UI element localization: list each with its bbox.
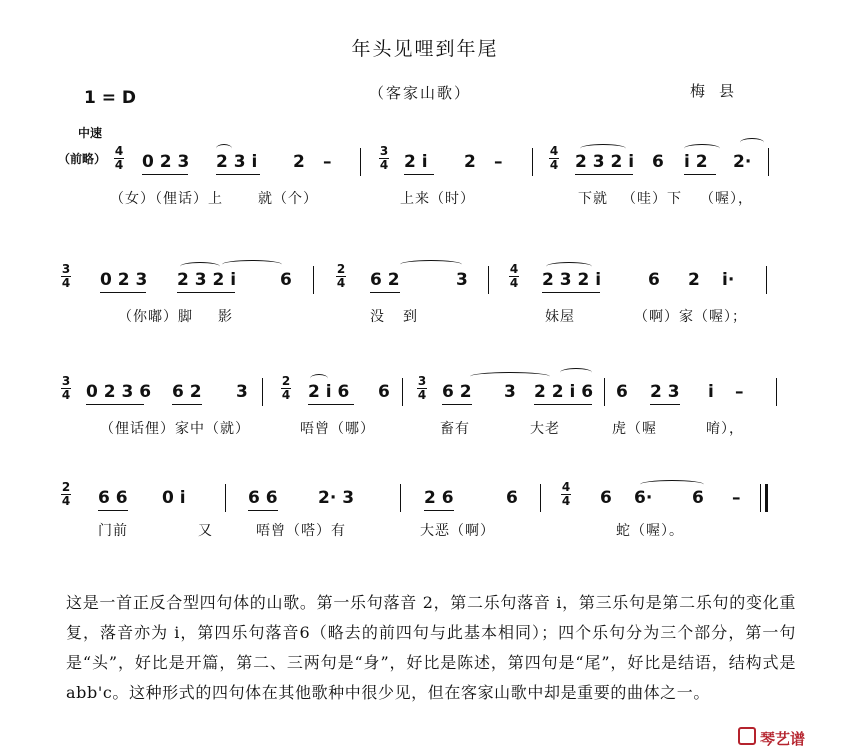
- lyric: 畜有: [440, 421, 470, 437]
- note: 6: [648, 270, 660, 290]
- barline: [488, 266, 489, 294]
- dash: –: [732, 488, 741, 508]
- beam: [216, 174, 260, 175]
- slur: [546, 262, 592, 271]
- barline: [360, 148, 361, 176]
- time-signature: 3 4: [61, 262, 71, 290]
- beam: [142, 174, 188, 175]
- beam: [442, 404, 472, 405]
- lyric: 又: [198, 523, 213, 539]
- note-group: 6 2: [370, 270, 400, 290]
- barline: [400, 484, 401, 512]
- note: 2·: [733, 152, 752, 172]
- time-signature: 4 4: [561, 480, 571, 508]
- note: 3: [456, 270, 468, 290]
- watermark: 琴艺谱: [760, 730, 806, 748]
- time-signature: 3 4: [417, 374, 427, 402]
- beam: [248, 510, 278, 511]
- lyric: （喔），: [700, 191, 753, 207]
- beam: [650, 404, 680, 405]
- lyric: （女）（俚话）上: [110, 191, 223, 207]
- slur: [684, 144, 720, 153]
- note-group: 2 6: [424, 488, 454, 508]
- time-signature: 3 4: [61, 374, 71, 402]
- time-signature: 4 4: [114, 144, 124, 172]
- beam: [575, 174, 633, 175]
- dash: –: [323, 152, 332, 172]
- note: 3: [504, 382, 516, 402]
- barline: [604, 378, 605, 406]
- note-group: 2 i: [404, 152, 428, 172]
- barline: [262, 378, 263, 406]
- lyric: 大老: [530, 421, 560, 437]
- slur: [222, 260, 282, 269]
- note: i: [708, 382, 714, 402]
- note: 6: [652, 152, 664, 172]
- note: 2: [688, 270, 700, 290]
- barline: [776, 378, 777, 406]
- time-signature: 2 4: [61, 480, 71, 508]
- note-group: 2 3 2 i: [575, 152, 635, 172]
- lyric: 虎（喔: [612, 421, 657, 437]
- note-group: 2· 3: [318, 488, 355, 508]
- note-group: 6 6: [248, 488, 278, 508]
- lyric: 大恶（啊）: [420, 523, 495, 539]
- beam: [542, 292, 600, 293]
- lyric: （俚话俚）家中（就）: [100, 421, 250, 437]
- time-signature: 3 4: [379, 144, 389, 172]
- beam: [177, 292, 235, 293]
- lyric: 唔曾（嗒）有: [256, 523, 346, 539]
- note: 2: [464, 152, 476, 172]
- lyric: 下就: [578, 191, 608, 207]
- omitted-marking: （前略）: [58, 152, 107, 166]
- dash: –: [735, 382, 744, 402]
- note: 6: [692, 488, 704, 508]
- slur: [580, 144, 626, 153]
- note-group: 0 2 3 6: [86, 382, 152, 402]
- barline: [225, 484, 226, 512]
- note: 6: [378, 382, 390, 402]
- dash: –: [494, 152, 503, 172]
- time-signature: 4 4: [509, 262, 519, 290]
- note: 6: [600, 488, 612, 508]
- note-group: 2 3 2 i: [542, 270, 602, 290]
- barline: [766, 266, 767, 294]
- note: 6: [616, 382, 628, 402]
- beam: [98, 510, 128, 511]
- slur: [470, 372, 550, 381]
- slur: [180, 262, 220, 271]
- beam: [172, 404, 202, 405]
- region-label: 梅县: [690, 82, 749, 100]
- lyric: （你嘟）脚: [118, 309, 193, 325]
- lyric: （哇）下: [622, 191, 682, 207]
- analysis-paragraph: 这是一首正反合型四句体的山歌。第一乐句落音 2，第二乐句落音 i，第三乐句是第二乐句的变化重复，落音亦为 i，第四乐句落音6（略去的前四句与此基本相同）；四个乐句分为三个部分，第一句是“头”，好比是开篇，第二、三两句是“身”，好比是陈述，第四句是“尾”，好比是结语，结构式是 abb'c。这种形式的四句体在其他歌种中很少见，但在客家山歌中却是重要的曲体之一。: [66, 593, 796, 702]
- note-group: 2 3 i: [216, 152, 258, 172]
- note: 6: [506, 488, 518, 508]
- note: 2: [293, 152, 305, 172]
- note-group: 0 2 3: [100, 270, 148, 290]
- key-signature: 1 = D: [84, 88, 137, 108]
- note-group: 6 2: [442, 382, 472, 402]
- lyrics-line-1: [0, 188, 850, 210]
- note-group: 6 6: [98, 488, 128, 508]
- beam: [100, 292, 146, 293]
- note-group: 2 3 2 i: [177, 270, 237, 290]
- barline: [313, 266, 314, 294]
- beam: [404, 174, 434, 175]
- barline: [402, 378, 403, 406]
- time-signature: 2 4: [281, 374, 291, 402]
- lyric: 就（个）: [258, 191, 318, 207]
- lyric: 影: [218, 309, 233, 325]
- note: i·: [722, 270, 735, 290]
- note-group: 0 2 3: [142, 152, 190, 172]
- song-title: 年头见哩到年尾: [351, 38, 499, 60]
- lyric: 唷），: [706, 421, 744, 437]
- lyric: 到: [403, 309, 418, 325]
- beam: [534, 404, 592, 405]
- note-group: 0 i: [162, 488, 186, 508]
- lyrics-line-3: [0, 418, 850, 440]
- note-group: i 2: [684, 152, 708, 172]
- logo-icon: [738, 727, 756, 745]
- lyric: 唔曾（哪）: [300, 421, 375, 437]
- slur: [400, 260, 462, 269]
- lyric: （啊）家（喔）；: [634, 309, 747, 325]
- beam: [684, 174, 716, 175]
- lyrics-line-4: [0, 520, 850, 542]
- note-group: 2 3: [650, 382, 680, 402]
- lyric: 门前: [98, 523, 128, 539]
- beam: [370, 292, 400, 293]
- barline: [540, 484, 541, 512]
- note: 3: [236, 382, 248, 402]
- note: 6·: [634, 488, 653, 508]
- barline: [768, 148, 769, 176]
- barline: [760, 484, 761, 512]
- note-group: 2 i 6: [308, 382, 350, 402]
- note: 6: [280, 270, 292, 290]
- lyric: 妹屋: [545, 309, 575, 325]
- slur: [740, 138, 764, 147]
- lyric: 蛇（喔）。: [616, 523, 684, 539]
- beam: [308, 404, 354, 405]
- genre-label: （客家山歌）: [368, 84, 471, 102]
- beam: [86, 404, 144, 405]
- barline: [532, 148, 533, 176]
- note-group: 2 2 i 6: [534, 382, 594, 402]
- beam: [424, 510, 454, 511]
- time-signature: 2 4: [336, 262, 346, 290]
- final-barline: [765, 484, 768, 512]
- lyric: 没: [370, 309, 385, 325]
- lyrics-line-2: [0, 306, 850, 328]
- tempo-marking: 中速: [78, 126, 103, 140]
- slur: [310, 374, 328, 383]
- slur: [216, 144, 232, 153]
- slur: [640, 480, 704, 489]
- slur: [560, 368, 592, 377]
- time-signature: 4 4: [549, 144, 559, 172]
- note-group: 6 2: [172, 382, 202, 402]
- lyric: 上来（时）: [400, 191, 475, 207]
